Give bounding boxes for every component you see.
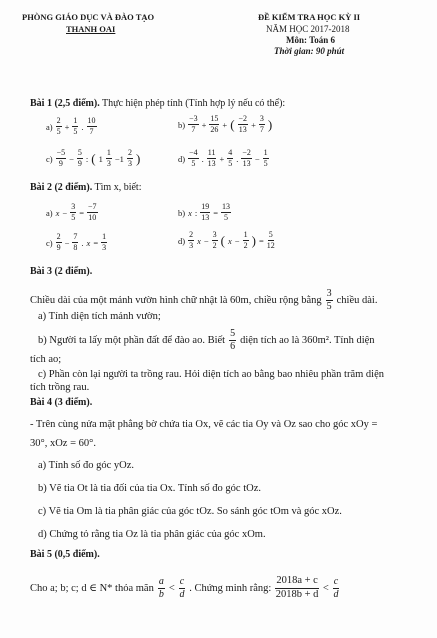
bai5-big-denominator: 2018b + d	[275, 588, 319, 600]
bai5-frac-d: d	[179, 588, 185, 600]
bai2-a-label: a)	[46, 207, 53, 218]
bai3-b-frac-den: 6	[230, 341, 236, 352]
bai1-prompt: Thực hiện phép tính (Tính hợp lý nếu có thể):	[102, 98, 286, 109]
bai2-prompt: Tìm x, biết:	[94, 182, 142, 193]
bai4-c: c) Vẽ tia Om là tia phân giác của góc tOz. So sánh góc tOm và góc xOz.	[38, 506, 342, 517]
bai5-frac-c2: c	[333, 575, 339, 587]
bai3-intro-end: chiều dài.	[336, 295, 378, 306]
bai3-b-end: tích ao;	[30, 354, 62, 365]
bai5-frac-a: a	[158, 575, 164, 587]
bai3-intro	[30, 289, 377, 312]
bai5-frac-b: b	[158, 588, 164, 600]
bai4-b: b) Vẽ tia Ot là tia đối của tia Ox. Tính số đo góc tOz.	[38, 483, 261, 494]
bai3-intro-frac-num: 3	[326, 288, 332, 299]
bai1-c-label: c)	[46, 153, 53, 164]
bai3-intro-text: Chiều dài của một mảnh vườn hình chữ nhật là 60m, chiều rộng bằng	[30, 295, 322, 306]
bai3-b-mid: diện tích ao là 360m². Tính diện	[240, 335, 375, 346]
bai2-a-expression: a) x − $\frac{3}{5}$ = $\frac{-7}{10}$	[46, 202, 97, 222]
bai1-b-expression: b) $\frac{-3}{7}$ + $\frac{15}{26}$ + ( $\frac{-2}{13}$ + $\frac{3}{7}$ )	[178, 114, 273, 134]
exam-title: ĐỀ KIỂM TRA HỌC KỲ II	[258, 12, 361, 22]
bai2-c-expression: c) $\frac{2}{9}$ − $\frac{7}{8}$ . x = $\frac{1}{3}$	[46, 232, 107, 252]
bai3-c-line1: c) Phần còn lại người ta trồng rau. Hỏi diện tích ao bằng bao nhiêu phần trăm diện	[38, 369, 384, 380]
bai5-text-mid: . Chứng minh rằng:	[189, 582, 272, 594]
bai2-d-label: d)	[178, 235, 186, 246]
department-name: PHÒNG GIÁO DỤC VÀ ĐÀO TẠO	[22, 12, 155, 22]
bai1-title: Bài 1 (2,5 điểm).	[30, 98, 100, 109]
bai1-a-label: a)	[46, 121, 53, 132]
bai2-c-label: c)	[46, 237, 53, 248]
bai2-b-label: b)	[178, 207, 186, 218]
school-year: NĂM HỌC 2017-2018	[266, 24, 350, 34]
bai5-title: Bài 5 (0,5 điểm).	[30, 549, 100, 560]
bai2-d-expression: d) $\frac{2}{3}$ x − $\frac{3}{2}$ ( x − $\frac{1}{2}$ ) = $\frac{5}{12}$	[178, 230, 275, 250]
bai5-frac-d2: d	[333, 588, 339, 600]
bai5-statement	[30, 576, 339, 600]
bai3-a: a) Tính diện tích mảnh vườn;	[38, 311, 161, 322]
bai4-d: d) Chứng tỏ rằng tia Oz là tia phân giác của góc xOm.	[38, 529, 266, 540]
bai5-big-numerator: 2018a + c	[275, 576, 319, 589]
bai2-title: Bài 2 (2 điểm).	[30, 182, 93, 193]
bai1-c-expression: c) $\frac{-5}{9}$ − $\frac{5}{9}$ : ( 1 $\frac{1}{3}$ −1 $\frac{2}{3}$ )	[46, 148, 141, 168]
bai5-text-start: Cho a; b; c; d ∈ N* thỏa mãn	[30, 583, 154, 594]
bai4-line2: 30°, xOz = 60°.	[30, 438, 96, 449]
bai2-b-expression: b) x : $\frac{19}{13}$ = $\frac{13}{5}$	[178, 202, 231, 222]
bai5-less-than-2: <	[322, 582, 329, 594]
bai5-frac-c: c	[179, 575, 185, 587]
district-name: THANH OAI	[66, 24, 116, 34]
bai3-intro-frac-den: 5	[326, 301, 332, 312]
bai3-b-frac-num: 5	[230, 328, 236, 339]
bai1-d-expression: d) $\frac{-4}{5}$ . $\frac{11}{13}$ + $\frac{4}{5}$ . $\frac{-2}{13}$ − $\frac{1}{5}$	[178, 148, 268, 168]
bai3-title: Bài 3 (2 điểm).	[30, 266, 93, 277]
bai4-line1: - Trên cùng nửa mặt phẳng bờ chứa tia Ox, vẽ các tia Oy và Oz sao cho góc xOy =	[30, 419, 378, 430]
subject: Môn: Toán 6	[286, 35, 336, 45]
bai5-less-than-1: <	[168, 582, 175, 594]
bai4-title: Bài 4 (3 điểm).	[30, 397, 93, 408]
duration: Thời gian: 90 phút	[274, 46, 345, 56]
bai1-b-label: b)	[178, 119, 186, 130]
bai3-b	[38, 329, 375, 352]
bai1-header	[30, 98, 285, 109]
bai4-a: a) Tính số đo góc yOz.	[38, 460, 135, 471]
bai3-c-line2: tích trồng rau.	[30, 382, 90, 393]
bai3-b-start: b) Người ta lấy một phần đất để đào ao. Biết	[38, 335, 226, 346]
bai1-a-expression: a) $\frac{2}{5}$ + $\frac{1}{5}$ . $\frac{10}{7}$	[46, 116, 96, 136]
bai1-d-label: d)	[178, 153, 186, 164]
bai2-header	[30, 182, 142, 193]
